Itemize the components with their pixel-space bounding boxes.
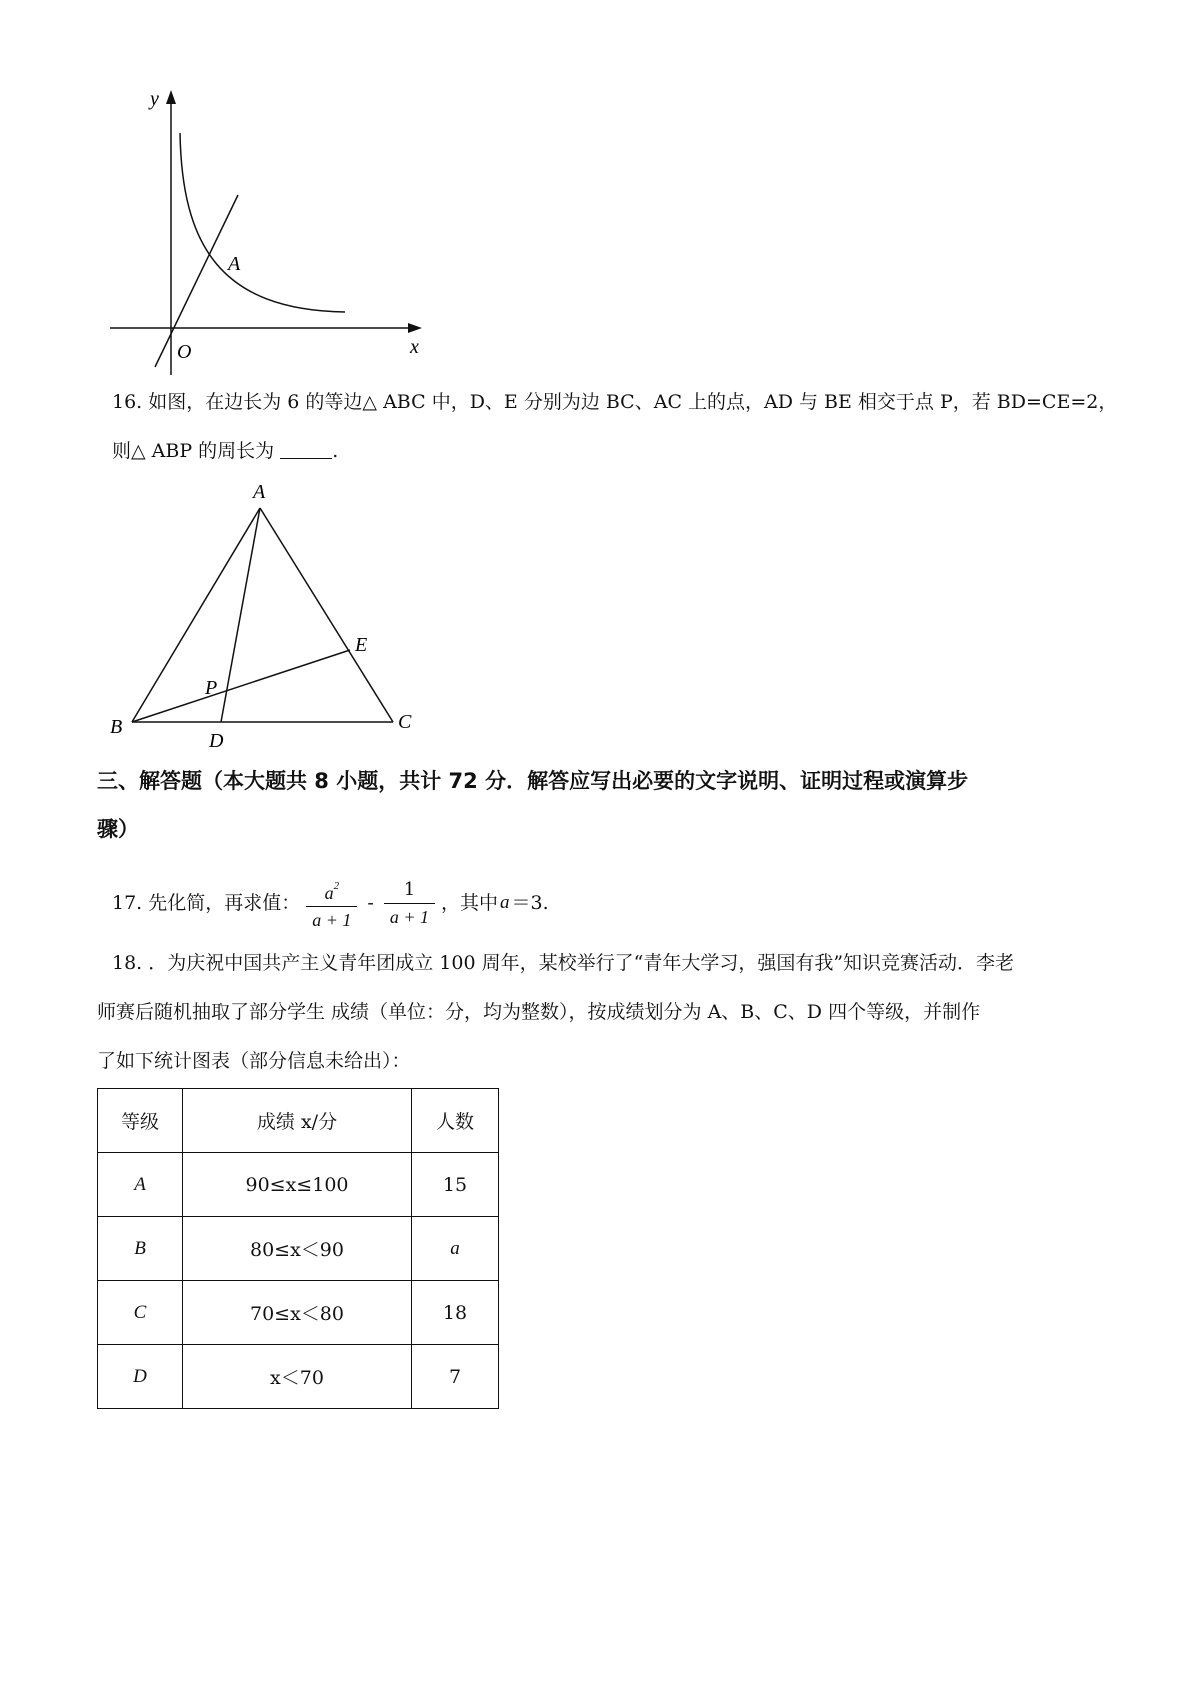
fraction-1-numerator bbox=[319, 873, 346, 906]
cell-count: a bbox=[412, 1217, 499, 1281]
header-grade: 等级 bbox=[98, 1089, 183, 1153]
point-e-label: E bbox=[355, 634, 368, 656]
vertex-c-label: C bbox=[398, 711, 412, 733]
triangle-figure bbox=[105, 475, 435, 750]
minus-sign: - bbox=[367, 892, 374, 914]
x-axis-arrow bbox=[408, 323, 422, 333]
q16-line-2 bbox=[112, 436, 338, 466]
q17-suffix-post: ＝3. bbox=[511, 892, 549, 914]
section-3-line-1: 三、解答题（本大题共 8 小题，共计 72 分．解答应写出必要的文字说明、证明过程或演算步 bbox=[97, 769, 969, 793]
cell-count: 15 bbox=[412, 1153, 499, 1217]
point-d-label: D bbox=[209, 730, 224, 750]
vertex-a-label: A bbox=[253, 481, 266, 503]
q16-line-1: 16. 如图，在边长为 6 的等边△ ABC 中，D、E 分别为边 BC、AC 上的点，AD 与 BE 相交于点 P，若 BD=CE=2， bbox=[112, 391, 1118, 413]
origin-label: O bbox=[177, 341, 192, 363]
q18-line-1: 18. ．为庆祝中国共产主义青年团成立 100 周年，某校举行了“青年大学习，强国有我”知识竞赛活动．李老 bbox=[112, 952, 1015, 974]
cell-count: 7 bbox=[412, 1345, 499, 1409]
header-count: 人数 bbox=[412, 1089, 499, 1153]
point-p-label: P bbox=[205, 677, 218, 699]
q16-line-2-text: 则△ ABP 的周长为 bbox=[112, 440, 275, 462]
cell-score: 90≤x≤100 bbox=[183, 1153, 412, 1217]
fraction-2-numerator: 1 bbox=[403, 878, 416, 900]
table-row bbox=[98, 1281, 499, 1345]
cell-count: 18 bbox=[412, 1281, 499, 1345]
q18-line-2: 师赛后随机抽取了部分学生 成绩（单位：分，均为整数），按成绩划分为 A、B、C、D 四个等级，并制作 bbox=[97, 1001, 981, 1023]
cell-score: 70≤x＜80 bbox=[183, 1281, 412, 1345]
answer-blank[interactable] bbox=[280, 440, 332, 459]
y-axis-arrow bbox=[166, 90, 176, 104]
cell-grade: B bbox=[98, 1217, 183, 1281]
q17-suffix-pre: ，其中 bbox=[441, 892, 499, 914]
header-score: 成绩 x/分 bbox=[183, 1089, 412, 1153]
table-header-row bbox=[98, 1089, 499, 1153]
cell-score: x＜70 bbox=[183, 1345, 412, 1409]
cell-grade: D bbox=[98, 1345, 183, 1409]
side-ac bbox=[260, 508, 393, 722]
fraction-1-denominator: a + 1 bbox=[312, 910, 352, 930]
table-row bbox=[98, 1217, 499, 1281]
fraction-2-denominator: a + 1 bbox=[389, 906, 429, 927]
segment-be bbox=[132, 650, 350, 722]
q17-prefix: 17. 先化简，再求值： bbox=[112, 892, 301, 914]
hyperbola-curve bbox=[180, 133, 345, 312]
vertex-b-label: B bbox=[110, 716, 123, 738]
y-axis-label: y bbox=[150, 88, 159, 110]
cell-score: 80≤x＜90 bbox=[183, 1217, 412, 1281]
grade-table bbox=[97, 1088, 499, 1409]
cell-grade: A bbox=[98, 1153, 183, 1217]
x-axis-label: x bbox=[410, 336, 419, 358]
fraction-1-var: a bbox=[324, 883, 334, 903]
section-3-line-2: 骤） bbox=[97, 817, 139, 841]
question-17 bbox=[112, 873, 549, 933]
fraction-a2-over-a1 bbox=[306, 873, 357, 933]
table-row bbox=[98, 1153, 499, 1217]
q17-variable: a bbox=[500, 892, 510, 913]
proportional-line bbox=[155, 195, 238, 367]
q18-line-3: 了如下统计图表（部分信息未给出）： bbox=[97, 1050, 411, 1072]
point-a-label: A bbox=[228, 253, 241, 275]
table-row bbox=[98, 1345, 499, 1409]
cell-grade: C bbox=[98, 1281, 183, 1345]
fraction-1-over-a1 bbox=[384, 877, 435, 930]
fraction-1-exponent: 2 bbox=[333, 880, 340, 892]
coordinate-graph bbox=[100, 85, 430, 380]
q16-period: . bbox=[332, 440, 339, 462]
